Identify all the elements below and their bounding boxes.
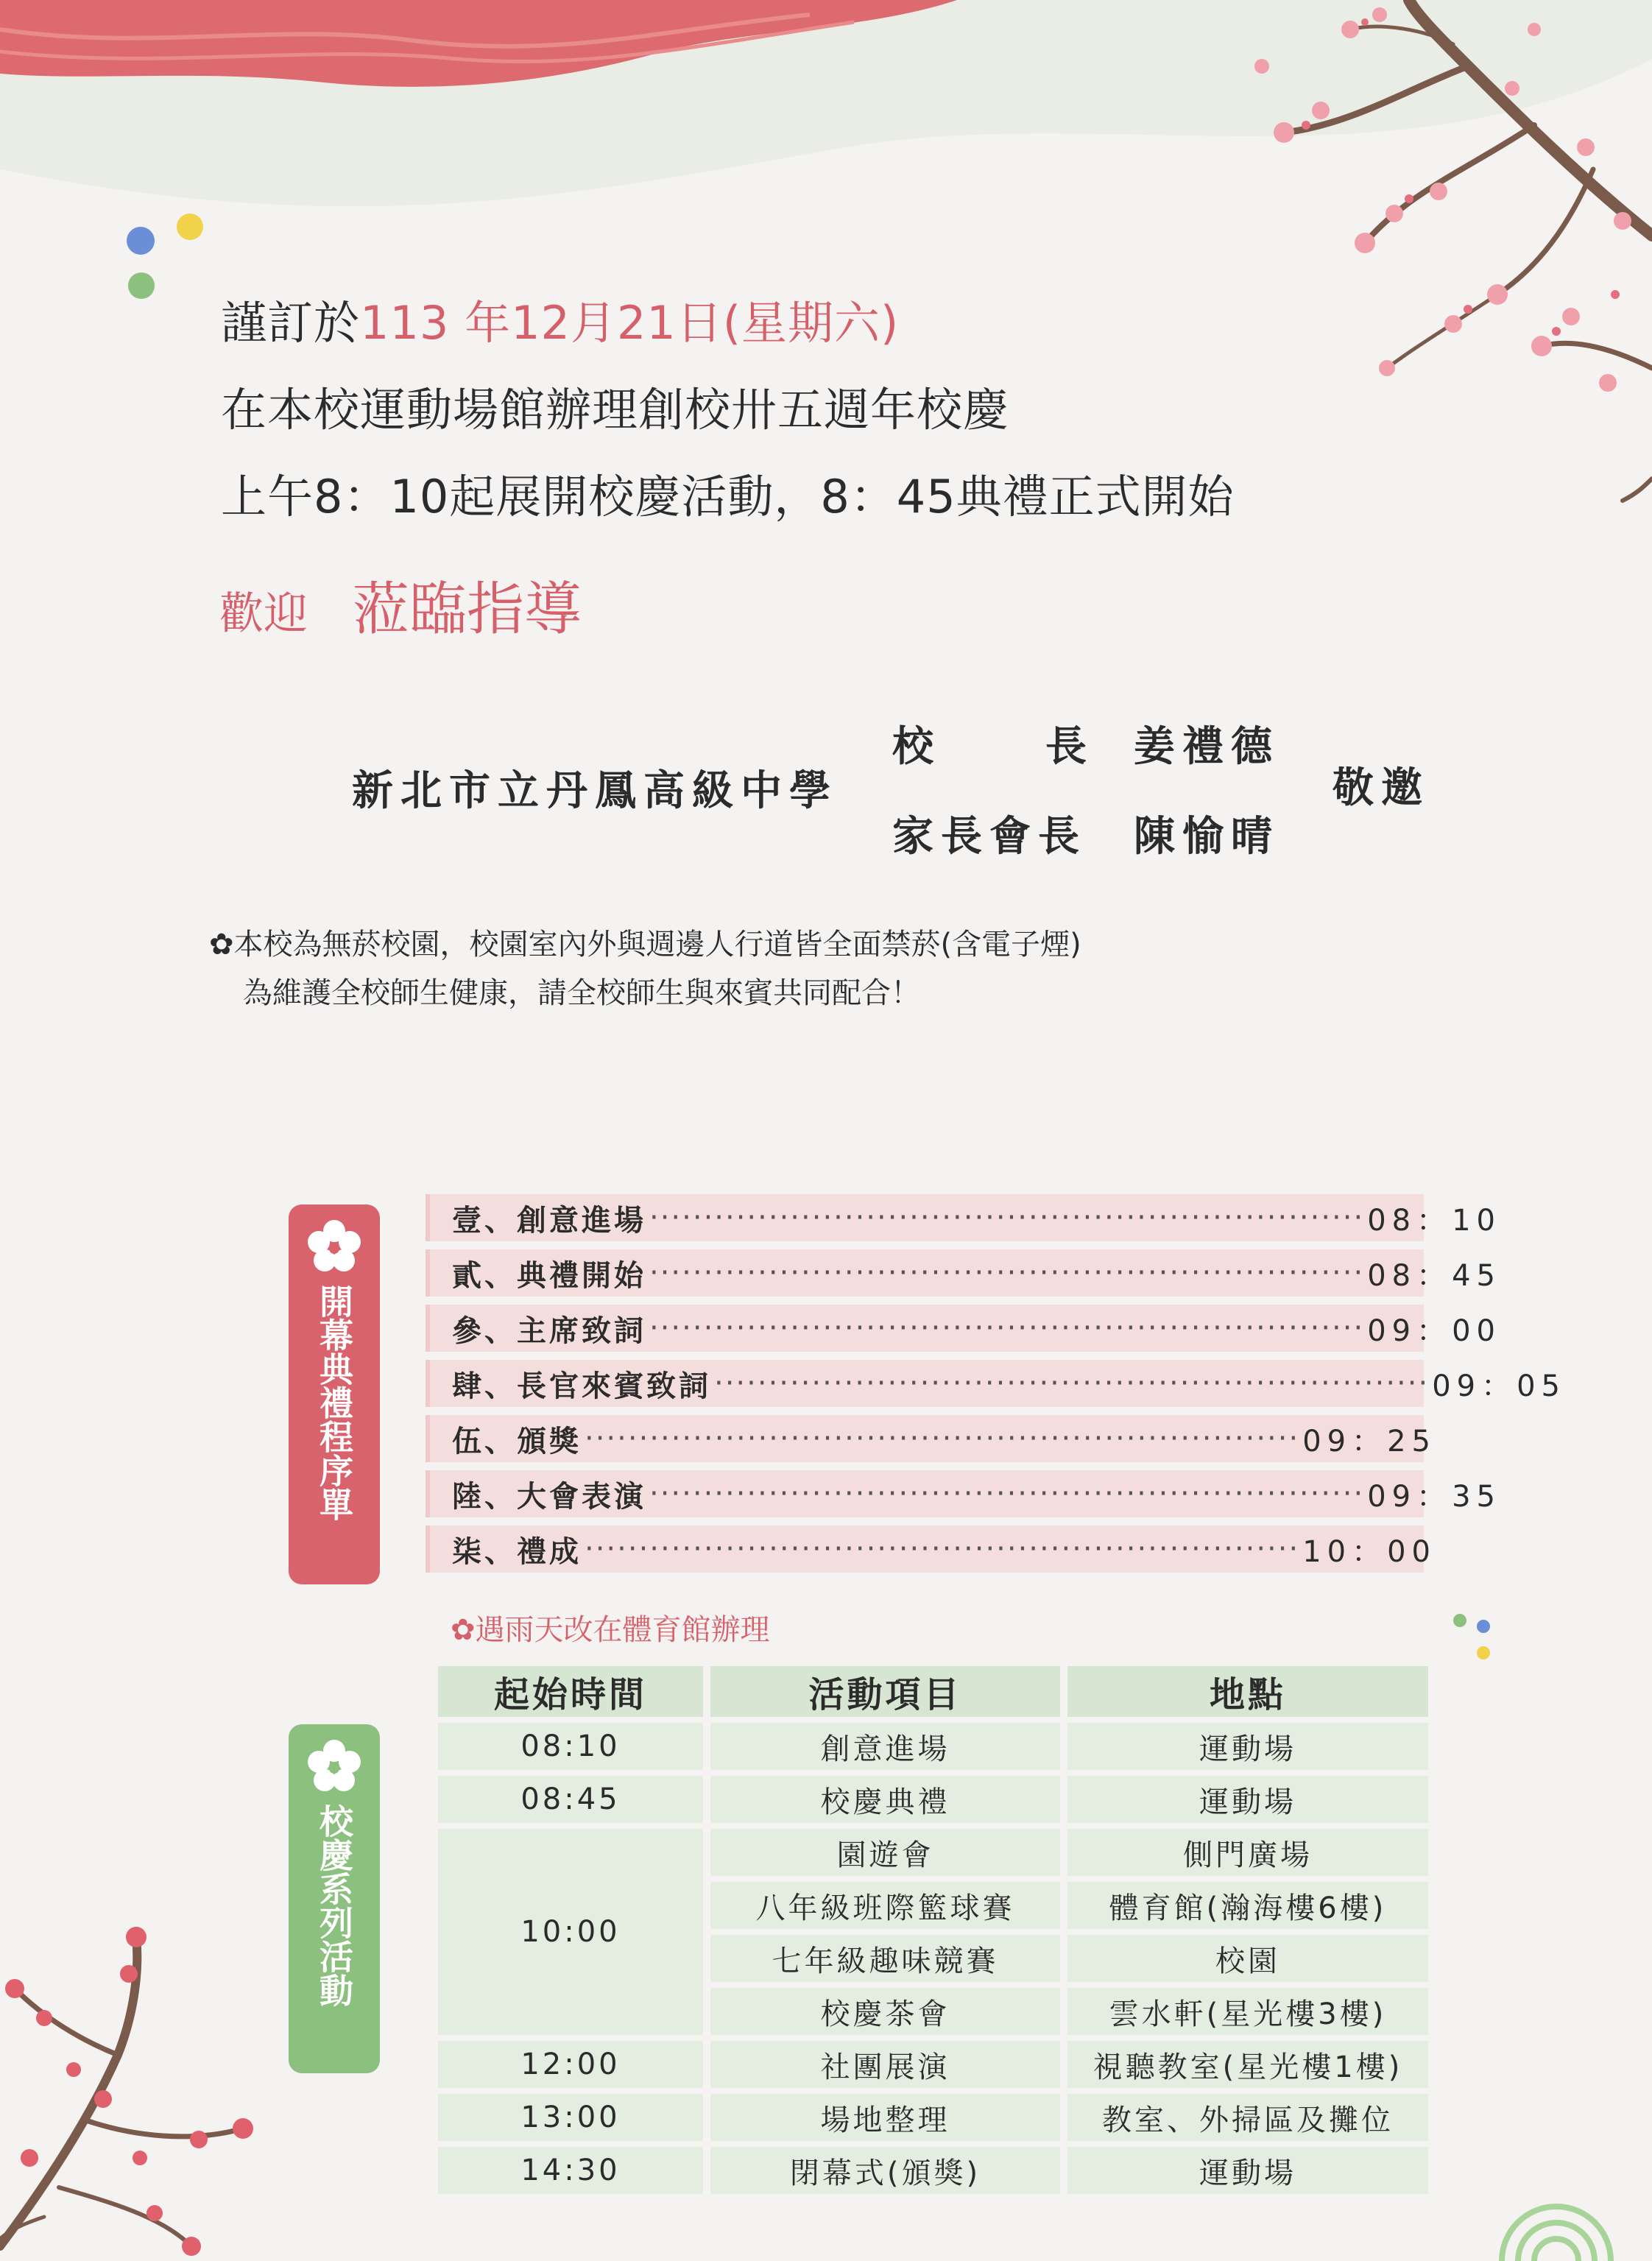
program-item-time: 09：35 [1367, 1479, 1501, 1514]
cell-item: 八年級班際籃球賽 [710, 1882, 1060, 1929]
program-item-time: 08：45 [1367, 1258, 1501, 1293]
program-item-label: 柒、禮成 [452, 1534, 582, 1569]
dot-leader: ·································································· [649, 1201, 1365, 1235]
cell-item: 場地整理 [710, 2094, 1060, 2141]
program-item-label: 壹、創意進場 [452, 1203, 646, 1238]
flower-icon: ✿ [209, 928, 234, 962]
table-row [438, 1829, 1428, 1876]
cell-place: 雲水軒(星光樓3樓) [1067, 1988, 1428, 2035]
cell-place: 教室、外掃區及攤位 [1067, 2094, 1428, 2141]
rain-note [451, 1606, 770, 1648]
program-item-time: 09：25 [1302, 1424, 1436, 1458]
yellow-dot [177, 214, 203, 240]
cell-time: 08:45 [438, 1776, 703, 1823]
welcome-word: 歡迎 [219, 588, 308, 640]
program-item-time: 08：10 [1367, 1203, 1501, 1238]
cell-place: 側門廣場 [1067, 1829, 1428, 1876]
table-row [438, 2041, 1428, 2088]
flower-icon: ✿ [451, 1613, 476, 1647]
program-row [426, 1194, 1501, 1241]
table-row [438, 2147, 1428, 2194]
program-row [426, 1360, 1566, 1407]
program-row [426, 1415, 1436, 1462]
welcome-guidance: 蒞臨指導 [352, 576, 582, 643]
program-item-time: 09：00 [1367, 1313, 1501, 1348]
cell-item: 閉幕式(頒獎) [710, 2147, 1060, 2194]
intro-line-3: 上午8：10起展開校慶活動，8：45典禮正式開始 [221, 470, 1235, 523]
plum-blossom-branch-bottom-left [0, 1878, 309, 2261]
intro-text [221, 280, 1235, 540]
principal-title-b: 長 [1045, 722, 1094, 771]
note-line-2: 為維護全校師生健康，請全校師生與來賓共同配合！ [243, 976, 920, 1010]
pta-chair-name: 陳愉晴 [1134, 812, 1279, 861]
cell-time: 08:10 [438, 1723, 703, 1770]
program-item-label: 陸、大會表演 [452, 1479, 646, 1514]
welcome-text [219, 563, 582, 646]
activities-label [289, 1724, 380, 2073]
dot-leader: ·································································· [585, 1532, 1300, 1566]
cell-time: 12:00 [438, 2041, 703, 2088]
program-row [426, 1305, 1501, 1352]
principal-title-a: 校 [892, 722, 941, 771]
cell-place: 運動場 [1067, 2147, 1428, 2194]
dot-leader: ·································································· [585, 1422, 1300, 1456]
cell-time: 14:30 [438, 2147, 703, 2194]
intro-line-2: 在本校運動場館辦理創校卅五週年校慶 [221, 383, 1010, 437]
program-item-time: 09：05 [1432, 1369, 1566, 1403]
green-dot-small [1453, 1614, 1466, 1627]
dot-leader: ·································································· [649, 1256, 1365, 1290]
green-swirl-decoration [1490, 2180, 1623, 2261]
cell-place: 校園 [1067, 1935, 1428, 1982]
dot-leader: ·································································· [714, 1366, 1430, 1400]
cell-place: 運動場 [1067, 1776, 1428, 1823]
program-item-label: 肆、長官來賓致詞 [452, 1369, 711, 1403]
table-row [438, 1776, 1428, 1823]
dot-leader: ·································································· [649, 1311, 1365, 1345]
intro-line-1 [221, 280, 1235, 367]
cell-item: 園遊會 [710, 1829, 1060, 1876]
closing-word: 敬邀 [1332, 763, 1430, 812]
program-item-time: 10：00 [1302, 1534, 1436, 1569]
yellow-dot-small [1477, 1646, 1490, 1659]
cell-item: 創意進場 [710, 1723, 1060, 1770]
rain-note-text: 遇雨天改在體育館辦理 [475, 1613, 770, 1647]
note-line-1 [209, 920, 1081, 969]
intro-prefix: 謹訂於 [221, 296, 361, 350]
cell-item: 校慶茶會 [710, 1988, 1060, 2035]
program-row [426, 1249, 1501, 1297]
header-start-time: 起始時間 [438, 1666, 703, 1717]
plum-flower-icon [305, 1218, 364, 1277]
table-row [438, 2094, 1428, 2141]
table-row [438, 1723, 1428, 1770]
dot-leader: ·································································· [649, 1477, 1365, 1511]
program-label-text: 開幕典禮程序單 [314, 1284, 354, 1521]
event-date: 113 年12月21日(星期六) [360, 296, 900, 350]
cell-item: 七年級趣味競賽 [710, 1935, 1060, 1982]
header-activity: 活動項目 [710, 1666, 1060, 1717]
plum-flower-icon [305, 1738, 364, 1796]
pta-chair-title: 家長會長 [892, 812, 1087, 861]
program-label [289, 1204, 380, 1584]
activities-schedule-table [431, 1660, 1436, 2200]
blue-dot-small [1477, 1620, 1490, 1633]
green-dot [128, 272, 155, 299]
cell-item: 校慶典禮 [710, 1776, 1060, 1823]
no-smoking-note [209, 920, 1081, 1017]
program-item-label: 貳、典禮開始 [452, 1258, 646, 1293]
cell-time: 10:00 [438, 1829, 703, 2035]
program-item-label: 伍、頒獎 [452, 1424, 582, 1458]
header-place: 地點 [1067, 1666, 1428, 1717]
table-header-row [438, 1666, 1428, 1717]
cell-item: 社團展演 [710, 2041, 1060, 2088]
program-row [426, 1525, 1436, 1573]
cell-place: 視聽教室(星光樓1樓) [1067, 2041, 1428, 2088]
program-item-label: 參、主席致詞 [452, 1313, 646, 1348]
cell-time: 13:00 [438, 2094, 703, 2141]
cell-place: 運動場 [1067, 1723, 1428, 1770]
school-name: 新北市立丹鳳高級中學 [352, 766, 838, 815]
cell-place: 體育館(瀚海樓6樓) [1067, 1882, 1428, 1929]
program-row [426, 1470, 1501, 1517]
blue-dot [127, 227, 155, 255]
ceremony-program-list [426, 1194, 1566, 1581]
principal-name: 姜禮德 [1134, 722, 1279, 771]
note-line-1-text: 本校為無菸校園，校園室內外與週邊人行道皆全面禁菸(含電子煙) [233, 928, 1081, 962]
activities-label-text: 校慶系列活動 [314, 1804, 354, 2007]
